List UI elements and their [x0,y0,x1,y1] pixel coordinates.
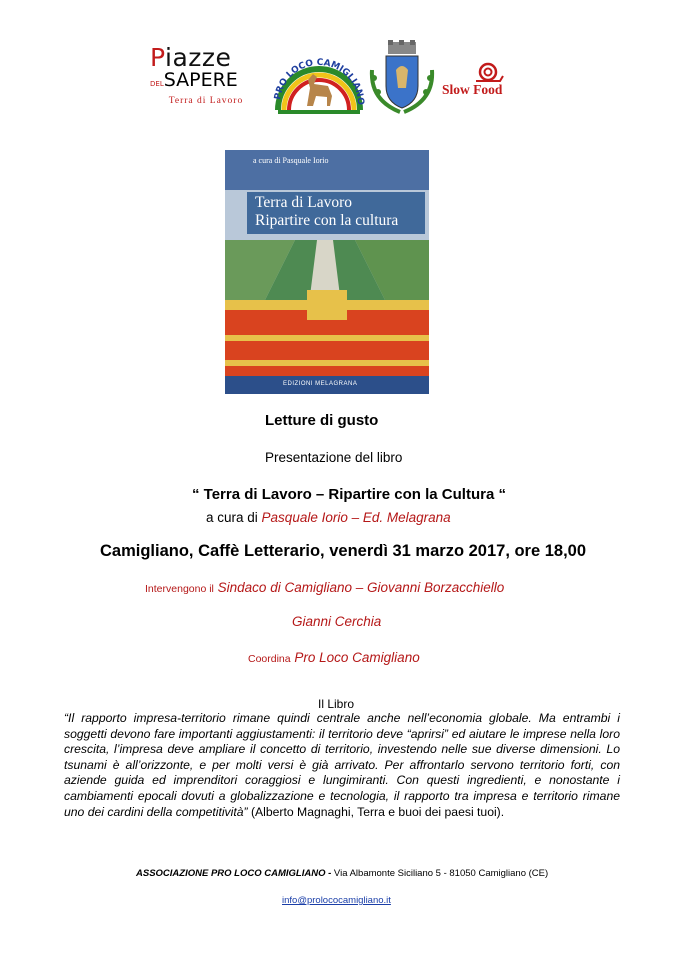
book-cover [225,150,429,394]
book-editor: a cura di Pasquale Iorio [253,156,329,165]
pro-loco-logo [272,44,366,116]
pro-loco-arc-text: PRO LOCO CAMIGLIANO [273,57,366,106]
speaker-2: Gianni Cerchia [292,614,382,629]
curated-author: Pasquale Iorio – Ed. Melagrana [261,510,451,525]
libro-quote-paragraph [64,711,620,820]
book-publisher: EDIZIONI MELAGRANA [283,381,358,387]
libro-quote: “Il rapporto impresa-territorio rimane quindi centrale anche nell’economia globale. Ma entrambi i soggetti devono fare importanti aggiustamenti: il territorio deve “aprirsi” ed aiutare le imprese nella loro crescita, l’impresa deve ampliare il concetto di territorio, investendo nelle sue diverse dimensioni. Lo tsunami è all’orizzonte, e per molti versi è già arrivato. Per affrontarlo servono territorio forti, con aziende guida ed imprenditori coraggiosi e lungimiranti. Con questi ingredienti, e nonostante i cambiamenti epocali dovuti a globalizzazione e tecnologia, il rapporto tra impresa e territorio rimane uno dei cardini della competitività” [64,711,620,819]
book-title-heading: “ Terra di Lavoro – Ripartire con la Cultura “ [192,486,506,503]
coordinator: Pro Loco Camigliano [294,650,420,665]
footer-street: Via Albamonte Siciliano 5 - 81050 Camigliano (CE) [331,868,549,879]
piazze-title-rest: iazze [165,43,232,72]
libro-heading: Il Libro [318,697,355,711]
book-cover-painting [225,150,429,394]
presentation-label: Presentazione del libro [265,450,403,465]
speakers-line [145,580,504,595]
email-link[interactable]: info@prolococamigliano.it [282,895,391,906]
piazze-del: DEL [150,80,164,88]
curated-by [206,510,451,525]
book-title-line1: Terra di Lavoro [255,194,353,211]
slow-food-logo [442,62,538,102]
piazze-del-sapere-logo [150,43,262,116]
slow-food-text: Slow Food [442,82,503,97]
piazze-sapere: SAPERE [163,69,238,91]
speakers-prefix: Intervengono il [145,583,214,595]
book-title-line2: Ripartire con la cultura [255,212,399,229]
piazze-subtitle: Terra di Lavoro [168,96,244,106]
curated-prefix: a cura di [206,510,258,525]
municipal-crest-logo [366,40,438,116]
footer-address [136,868,548,879]
coordinator-prefix: Coordina [248,653,291,665]
libro-attribution: (Alberto Magnaghi, Terra e buoi dei paesi tuoi). [247,804,505,819]
speaker-1: Sindaco di Camigliano – Giovanni Borzacchiello [217,580,505,595]
piazze-p: P [150,43,166,72]
snail-icon [474,62,504,84]
coordinator-line [248,650,420,665]
series-title: Letture di gusto [265,412,379,429]
footer-association: ASSOCIAZIONE PRO LOCO CAMIGLIANO - [136,868,332,879]
event-when-where: Camigliano, Caffè Letterario, venerdì 31 marzo 2017, ore 18,00 [100,542,587,560]
